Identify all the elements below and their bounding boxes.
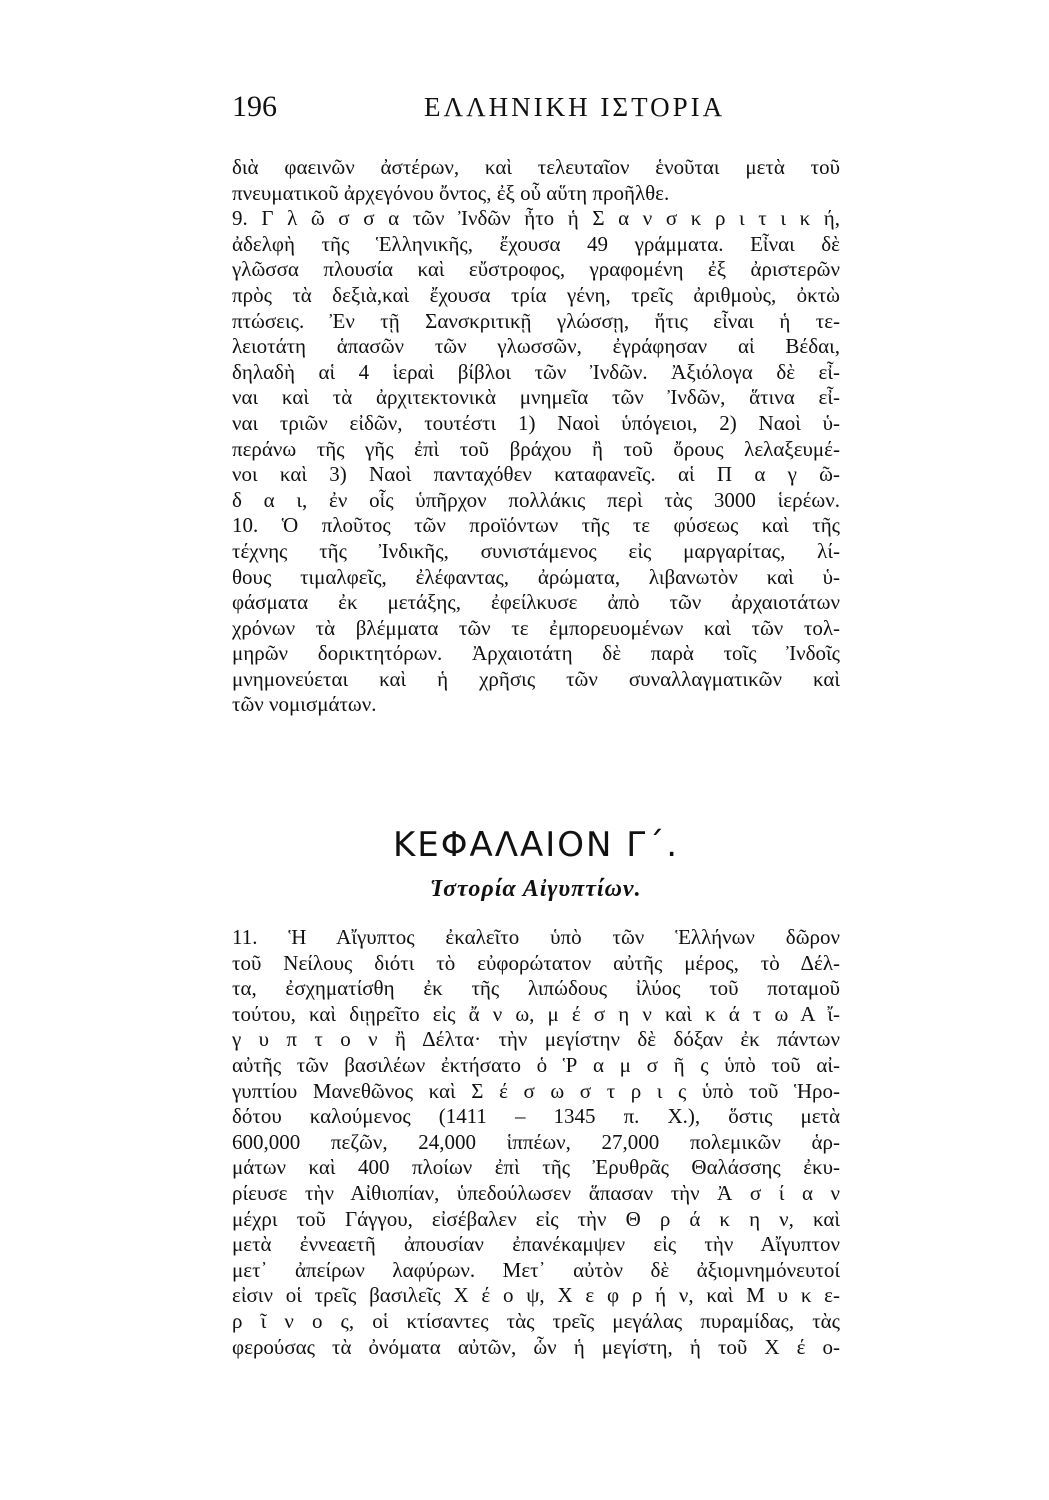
text-line: ναι τριῶν εἰδῶν, τουτέστι 1) Ναοὶ ὑπόγειοι, 2) Ναοὶ ὑ- xyxy=(232,410,840,435)
text-line: μνημονεύεται καὶ ἡ χρῆσις τῶν συναλλαγματικῶν καὶ xyxy=(232,666,840,691)
text-line: μετ᾽ ἀπείρων λαφύρων. Μετ᾽ αὐτὸν δὲ ἀξιομνημόνευτοί xyxy=(232,1257,840,1282)
text-line: τα, ἐσχηματίσθη ἐκ τῆς λιπώδους ἰλύος τοῦ ποταμοῦ xyxy=(232,976,840,1001)
text-line: ἀδελφὴ τῆς Ἑλληνικῆς, ἔχουσα 49 γράμματα. Εἶναι δὲ xyxy=(232,231,840,256)
text-line: γλῶσσα πλουσία καὶ εὔστροφος, γραφομένη ἐξ ἀριστερῶν xyxy=(232,257,840,282)
section-title: Ἱστορία Αἰγυπτίων. xyxy=(430,876,642,902)
text-line: νοι καὶ 3) Ναοὶ πανταχόθεν καταφανεῖς. αἱ Π α γ ῶ- xyxy=(232,462,840,487)
text-line: 9. Γ λ ῶ σ σ α τῶν Ἰνδῶν ἦτο ἡ Σ α ν σ κ ρ ι τ ι κ ή, xyxy=(232,206,840,231)
text-line: ρ ῖ ν ο ς, οἱ κτίσαντες τὰς τρεῖς μεγάλας πυραμίδας, τὰς xyxy=(232,1308,840,1333)
text-line: περάνω τῆς γῆς ἐπὶ τοῦ βράχου ἢ τοῦ ὄρους λελαξευμέ- xyxy=(232,436,840,461)
text-line: ρίευσε τὴν Αἰθιοπίαν, ὑπεδούλωσεν ἅπασαν τὴν Ἀ σ ί α ν xyxy=(232,1180,840,1205)
text-line: ναι καὶ τὰ ἀρχιτεκτονικὰ μνημεῖα τῶν Ἰνδῶν, ἅτινα εἶ- xyxy=(232,385,840,410)
text-line: θους τιμαλφεῖς, ἐλέφαντας, ἀρώματα, λιβανωτὸν καὶ ὑ- xyxy=(232,564,840,589)
text-line: τούτου, καὶ διῃρεῖτο εἰς ἄ ν ω, μ έ σ η ν καὶ κ ά τ ω Α ἴ- xyxy=(232,1001,840,1026)
text-line: τέχνης τῆς Ἰνδικῆς, συνιστάμενος εἰς μαργαρίτας, λί- xyxy=(232,538,840,563)
text-line: 600,000 πεζῶν, 24,000 ἱππέων, 27,000 πολεμικῶν ἁρ- xyxy=(232,1129,840,1154)
text-line: 10. Ὁ πλοῦτος τῶν προϊόντων τῆς τε φύσεως καὶ τῆς xyxy=(232,513,840,538)
text-line: μετὰ ἐννεαετῆ ἀπουσίαν ἐπανέκαμψεν εἰς τὴν Αἴγυπτον xyxy=(232,1232,840,1257)
chapter-heading: ΚΕΦΑΛΑΙΟΝ Γ΄. xyxy=(392,825,680,865)
text-line: χρόνων τὰ βλέμματα τῶν τε ἐμπορευομένων καὶ τῶν τολ- xyxy=(232,615,840,640)
text-line: τῶν νομισμάτων. xyxy=(232,692,377,717)
text-line: μηρῶν δορικτητόρων. Ἀρχαιοτάτη δὲ παρὰ τοῖς Ἰνδοῖς xyxy=(232,641,840,666)
page-number: 196 xyxy=(232,90,277,123)
text-line: διὰ φαεινῶν ἀστέρων, καὶ τελευταῖον ἑνοῦται μετὰ τοῦ xyxy=(232,155,840,179)
text-line: πτώσεις. Ἐν τῇ Σανσκριτικῇ γλώσσῃ, ἥτις εἶναι ἡ τε- xyxy=(232,308,840,333)
text-line: γ υ π τ ο ν ἢ Δέλτα· τὴν μεγίστην δὲ δόξαν ἐκ πάντων xyxy=(232,1027,840,1052)
text-line: φερούσας τὰ ὀνόματα αὐτῶν, ὧν ἡ μεγίστη, ἡ τοῦ Χ έ ο- xyxy=(232,1334,840,1359)
text-line: αὐτῆς τῶν βασιλέων ἐκτήσατο ὁ Ῥ α μ σ ῆ ς ὑπὸ τοῦ αἰ- xyxy=(232,1052,840,1077)
text-line: δότου καλούμενος (1411 – 1345 π. Χ.), ὅστις μετὰ xyxy=(232,1104,840,1129)
page-header xyxy=(232,90,832,130)
text-line: δ α ι, ἐν οἷς ὑπῆρχον πολλάκις περὶ τὰς 3000 ἱερέων. xyxy=(232,487,840,512)
text-line: φάσματα ἐκ μετάξης, ἐφείλκυσε ἀπὸ τῶν ἀρχαιοτάτων xyxy=(232,590,840,615)
text-line: πρὸς τὰ δεξιὰ,καὶ ἔχουσα τρία γένη, τρεῖς ἀριθμοὺς, ὀκτὼ xyxy=(232,282,840,307)
text-line: μέχρι τοῦ Γάγγου, εἰσέβαλεν εἰς τὴν Θ ρ ά κ η ν, καὶ xyxy=(232,1206,840,1231)
text-line: λειοτάτη ἁπασῶν τῶν γλωσσῶν, ἐγράφησαν αἱ Βέδαι, xyxy=(232,334,840,359)
text-line: δηλαδὴ αἱ 4 ἱεραὶ βίβλοι τῶν Ἰνδῶν. Ἀξιόλογα δὲ εἶ- xyxy=(232,359,840,384)
body-text-bottom xyxy=(232,925,840,1360)
text-line: τοῦ Νείλους διότι τὸ εὐφορώτατον αὐτῆς μέρος, τὸ Δέλ- xyxy=(232,950,840,975)
running-title: ΕΛΛΗΝΙΚΗ ΙΣΤΟΡΙΑ xyxy=(424,92,726,122)
text-line: εἰσιν οἱ τρεῖς βασιλεῖς Χ έ ο ψ, Χ ε φ ρ ή ν, καὶ Μ υ κ ε- xyxy=(232,1283,840,1308)
text-line: πνευματικοῦ ἀρχεγόνου ὄντος, ἐξ οὗ αὕτη προῆλθε. xyxy=(232,180,670,205)
body-text-top xyxy=(232,155,840,718)
text-line: γυπτίου Μανεθῶνος καὶ Σ έ σ ω σ τ ρ ι ς ὑπὸ τοῦ Ἡρο- xyxy=(232,1078,840,1103)
text-line: μάτων καὶ 400 πλοίων ἐπὶ τῆς Ἐρυθρᾶς Θαλάσσης ἐκυ- xyxy=(232,1155,840,1180)
text-line: 11. Ἡ Αἴγυπτος ἐκαλεῖτο ὑπὸ τῶν Ἑλλήνων δῶρον xyxy=(232,925,840,949)
